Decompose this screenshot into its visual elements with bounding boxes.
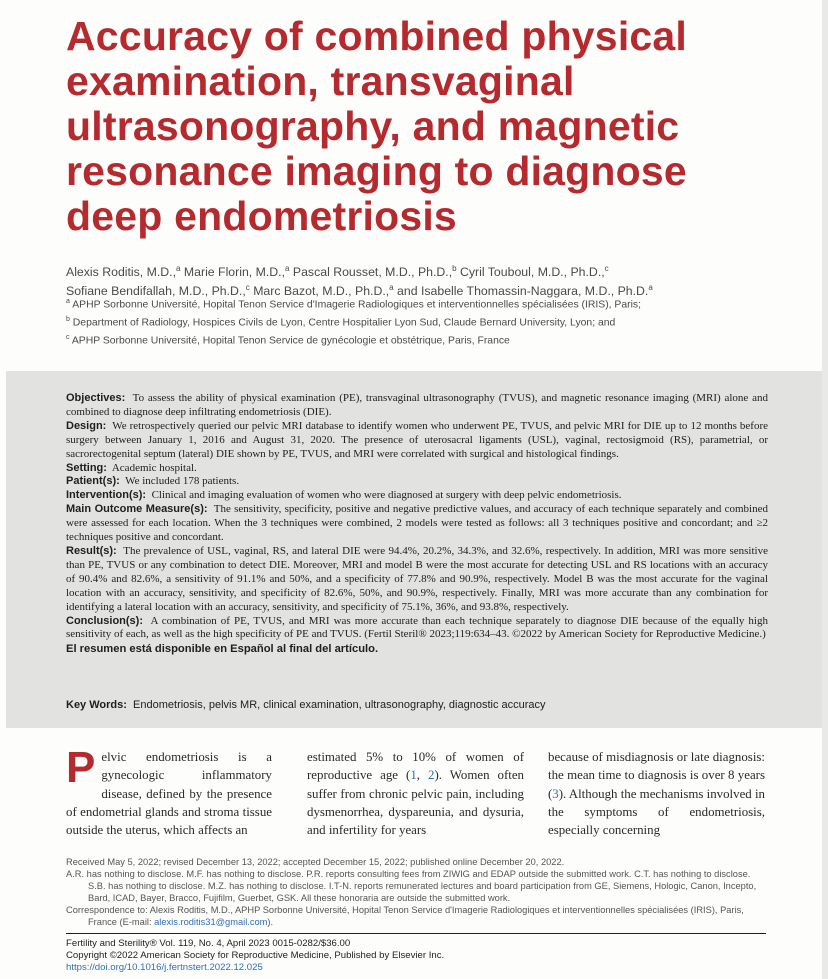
abstract-design	[66, 420, 768, 462]
author: Sofiane Bendifallah, M.D., Ph.D.,	[66, 284, 246, 299]
author: Marie Florin, M.D.,	[183, 265, 286, 280]
abstract-text: Clinical and imaging evaluation of women who were diagnosed at surgery with deep pelvic endometriosis.	[151, 489, 622, 502]
affiliation-mark: c	[66, 333, 70, 341]
affiliation	[66, 331, 786, 349]
abstract-results	[66, 545, 768, 615]
author-affiliation-mark: a	[389, 283, 394, 293]
received-dates: Received May 5, 2022; revised December 13, 2022; accepted December 15, 2022; published online December 20, 2022.	[66, 857, 565, 867]
abstract-label: Design:	[66, 419, 107, 432]
correspondence-text: Correspondence to: Alexis Roditis, M.D., APHP Sorbonne Université, Hopital Tenon Service d'Imagerie Radiologiques et interventionnelles spécialisées (IRIS), Paris, France (E-mail:	[66, 905, 744, 927]
affiliation	[66, 313, 786, 331]
abstract-text: The sensitivity, specificity, positive and negative predictive values, and accuracy of each technique separately and combined were assessed for each location. When the 3 techniques were combined, 2 models were tested as follows: all 3 techniques positive and concordant; and ≥2 techniques positive and concordant.	[66, 503, 768, 544]
abstract-text: To assess the ability of physical examination (PE), transvaginal ultrasonography (TVUS), and magnetic resonance imaging (MRI) alone and combined to diagnose deep infiltrating endometriosis (DIE).	[66, 392, 768, 418]
body-text: ). Women often suffer from chronic pelvic pain, including dysmenorrhea, dyspareunia, and dysuria, and infertility for years	[307, 768, 525, 838]
abstract-setting	[66, 462, 768, 476]
author: and Isabelle Thomassin-Naggara, M.D., Ph.D.	[397, 284, 649, 299]
body-text: ). Although the mechanisms involved in the symptoms of endometriosis, especially concerning	[548, 786, 765, 838]
author-list	[66, 261, 766, 299]
abstract-label: Intervention(s):	[66, 489, 147, 502]
doi-link[interactable]: https://doi.org/10.1016/j.fertnstert.2022.12.025	[66, 961, 263, 973]
keywords-label: Key Words:	[66, 699, 127, 711]
footnotes	[66, 856, 770, 928]
copyright: Copyright ©2022 American Society for Reproductive Medicine, Published by Elsevier Inc.	[66, 949, 445, 961]
author-affiliation-mark: a	[285, 264, 290, 273]
abstract-label: Setting:	[66, 461, 107, 474]
author-affiliation-mark: a	[648, 283, 653, 293]
journal-footer	[66, 938, 766, 973]
body-text: estimated 5% to 10% of women of reproductive age (	[307, 750, 524, 783]
affiliation-mark: a	[66, 298, 70, 305]
body-column-3	[548, 748, 765, 839]
abstract-label: Patient(s):	[66, 475, 120, 488]
footer-divider	[66, 933, 766, 934]
page-edge	[822, 0, 828, 979]
reference-link[interactable]: 2	[428, 768, 435, 783]
affiliation-text: APHP Sorbonne Université, Hopital Tenon Service d'Imagerie Radiologiques et interventionnelles spécialisées (IRIS), Paris;	[72, 299, 641, 311]
abstract-conclusion	[66, 615, 768, 643]
author-affiliation-mark: c	[604, 264, 609, 273]
drop-cap: P	[66, 743, 96, 792]
abstract-interventions	[66, 489, 768, 503]
disclosures: A.R. has nothing to disclose. M.F. has nothing to disclose. P.R. reports consulting fees from ZIWIG and EDAP outside the submitted work. C.T. has nothing to disclose. S.B. has nothing to disclose. M.Z. has nothing to disclose. I.T-N. reports remunerated lectures and board participation from GE, Siemens, Hologic, Canon, Incepto, Bard, ICAD, Bayer, Bracco, Fujifilm, Guerbet, GSK. All these honoraria are outside the submitted work.	[66, 869, 757, 903]
abstract-label: Result(s):	[66, 544, 117, 557]
reference-link[interactable]: 3	[552, 786, 559, 801]
body-column-1	[66, 743, 272, 839]
abstract-objectives	[66, 392, 768, 420]
affiliation-mark: b	[66, 315, 70, 323]
correspondence	[66, 904, 770, 928]
correspondence-text: ).	[267, 917, 274, 927]
email-link[interactable]: alexis.roditis31@gmail.com	[154, 917, 268, 927]
abstract	[66, 392, 768, 657]
abstract-label: Objectives:	[66, 392, 126, 404]
author: Cyril Touboul, M.D., Ph.D.,	[460, 265, 605, 280]
article-title: Accuracy of combined physical examination, transvaginal ultrasonography, and magnetic resonance imaging to diagnose deep endometriosis	[66, 13, 688, 239]
abstract-text: Academic hospital.	[111, 461, 197, 474]
author-affiliation-mark: a	[176, 264, 181, 273]
affiliation-text: APHP Sorbonne Université, Hopital Tenon Service de gynécologie et obstétrique, Paris, France	[71, 335, 510, 346]
abstract-text: A combination of PE, TVUS, and MRI was more accurate than each technique separately to diagnose DIE because of the equally high sensitivity of each, as well as the high specificity of PE and TVUS. (Fertil Steril® 2023;119:634–43. ©2022 by American Society for Reproductive Medicine.)	[66, 614, 768, 641]
abstract-outcome	[66, 503, 768, 545]
keywords-text: Endometriosis, pelvis MR, clinical examination, ultrasonography, diagnostic accuracy	[133, 699, 546, 711]
affiliation-text: Department of Radiology, Hospices Civils de Lyon, Centre Hospitalier Lyon Sud, Claude Bernard University, Lyon; and	[72, 317, 616, 329]
abstract-text: The prevalence of USL, vaginal, RS, and lateral DIE were 94.4%, 20.2%, 34.3%, and 32.6%, respectively. In addition, MRI was more sensitive than PE, TVUS or any combination to detect DIE. Moreover, MRI and model B were the most accurate for detecting USL and RS locations with an accuracy of 90.4% and 82.6%, a sensitivity of 91.1% and 50%, and a specificity of 77.8% and 90.9%, respectively. Model B was the most accurate for the vaginal location with an accuracy, sensitivity, and specificity of 82.6%, 50%, and 90.9%, respectively. Finally, MRI was more accurate than any combination for identifying a lateral location with an accuracy, sensitivity, and specificity of 75.1%, 36%, and 93.8%, respectively.	[66, 544, 768, 613]
author-affiliation-mark: c	[245, 283, 250, 293]
abstract-text: We retrospectively queried our pelvic MRI database to identify women who underwent PE, TVUS, and pelvic MRI for DIE up to 12 months before surgery between January 1, 2016 and August 31, 2020. The presence of uterosacral ligaments (USL), vaginal, rectosigmoid (RS), parametrial, or sacrorectogenital septum (lateral) DIE shown by PE, TVUS, and MRI were correlated with surgical and histological findings.	[66, 419, 768, 460]
body-column-2	[307, 748, 524, 839]
spanish-abstract-note: El resumen está disponible en Español al final del artículo.	[66, 643, 379, 656]
body-text: because of misdiagnosis or late diagnosis: the mean time to diagnosis is over 8 years (	[548, 750, 765, 801]
reference-link[interactable]: 1	[410, 768, 417, 783]
body-text: elvic endometriosis is a gynecologic inflammatory disease, defined by the presence of endometrial glands and stroma tissue outside the uterus, which affects an	[66, 750, 272, 838]
affiliations	[66, 295, 786, 348]
journal-citation: Fertility and Sterility® Vol. 119, No. 4, April 2023 0015-0282/$36.00	[66, 938, 351, 949]
abstract-label: Conclusion(s):	[66, 614, 143, 627]
abstract-label: Main Outcome Measure(s):	[66, 503, 208, 516]
body-text: ,	[416, 768, 429, 783]
keywords	[66, 699, 768, 711]
affiliation	[66, 295, 786, 313]
author: Alexis Roditis, M.D.,	[66, 265, 177, 280]
abstract-text: We included 178 patients.	[125, 475, 240, 488]
abstract-patients	[66, 475, 768, 489]
author-affiliation-mark: b	[452, 264, 457, 273]
author: Marc Bazot, M.D., Ph.D.,	[253, 284, 390, 299]
author: Pascal Rousset, M.D., Ph.D.,	[292, 265, 453, 280]
